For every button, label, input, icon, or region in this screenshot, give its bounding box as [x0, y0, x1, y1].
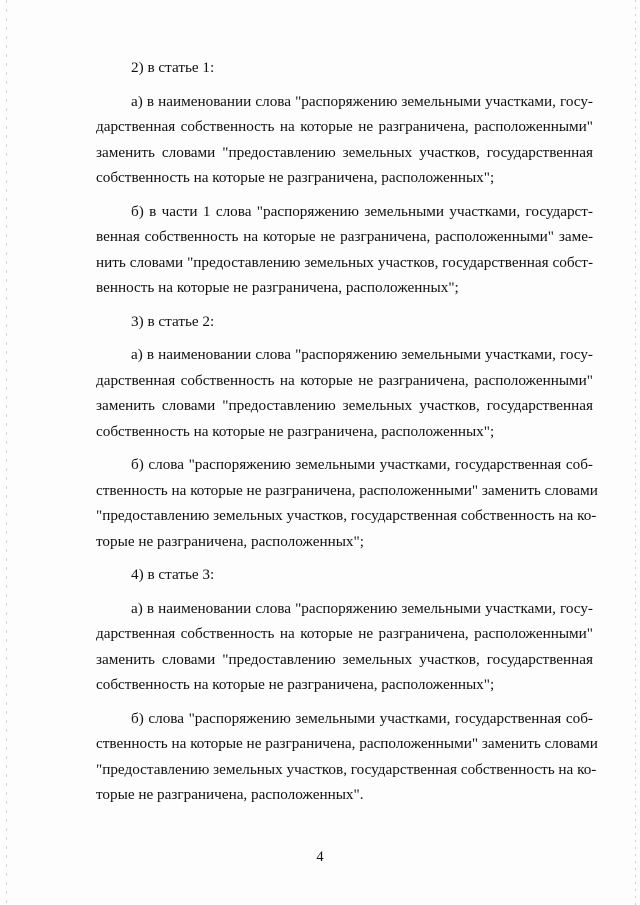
- paragraph-article-3-b: [96, 706, 598, 808]
- text-line: собственность на которые не разграничена, расположенных";: [96, 169, 495, 186]
- text-line: торые не разграничена, расположенных".: [96, 786, 364, 803]
- text-line: ственность на которые не разграничена, расположенными" заменить словами: [96, 735, 598, 752]
- text-line: дарственная собственность на которые не разграничена, расположенными": [96, 625, 593, 642]
- text-line: заменить словами "предоставлению земельных участков, государственная: [96, 143, 593, 161]
- text-line: б) в части 1 слова "распоряжению земельными участками, государст-: [131, 202, 593, 220]
- text-line: заменить словами "предоставлению земельных участков, государственная: [96, 397, 593, 414]
- page-number: 4: [316, 849, 324, 865]
- scan-edge-right: [635, 0, 636, 905]
- text-line: а) в наименовании слова "распоряжению земельными участками, госу-: [131, 346, 593, 363]
- text-line: нить словами "предоставлению земельных участков, государственная собст-: [96, 253, 593, 271]
- paragraph-article-2-heading: [96, 309, 593, 335]
- text-line: дарственная собственность на которые не разграничена, расположенными": [96, 118, 593, 135]
- paragraph-article-2-a: [96, 342, 593, 444]
- paragraph-article-3-heading: [96, 562, 593, 588]
- text-line: венность на которые не разграничена, расположенных";: [96, 279, 459, 296]
- text-line: б) слова "распоряжению земельными участками, государственная соб-: [131, 709, 593, 727]
- text-line: 2) в статье 1:: [131, 59, 215, 76]
- text-line: а) в наименовании слова "распоряжению земельными участками, госу-: [131, 92, 593, 110]
- paragraph-article-2-b: [96, 452, 598, 554]
- paragraph-article-1-b: [96, 199, 593, 301]
- document-body: [96, 55, 598, 808]
- text-line: "предоставлению земельных участков, государственная собственность на ко-: [96, 507, 597, 524]
- text-line: собственность на которые не разграничена, расположенных";: [96, 676, 495, 693]
- text-line: венная собственность на которые не разграничена, расположенными" заме-: [96, 228, 593, 245]
- text-line: 3) в статье 2:: [131, 312, 215, 330]
- text-line: торые не разграничена, расположенных";: [96, 532, 364, 550]
- text-line: 4) в статье 3:: [131, 566, 215, 583]
- text-line: "предоставлению земельных участков, государственная собственность на ко-: [96, 760, 597, 778]
- scan-edge-left: [6, 0, 7, 905]
- paragraph-article-1-a: [96, 89, 593, 191]
- paragraph-article-1-heading: [96, 55, 593, 81]
- text-line: б) слова "распоряжению земельными участками, государственная соб-: [131, 456, 593, 473]
- text-line: заменить словами "предоставлению земельных участков, государственная: [96, 650, 593, 668]
- text-line: собственность на которые не разграничена, расположенных";: [96, 422, 495, 440]
- text-line: ственность на которые не разграничена, расположенными" заменить словами: [96, 481, 598, 499]
- paragraph-article-3-a: [96, 596, 593, 698]
- text-line: а) в наименовании слова "распоряжению земельными участками, госу-: [131, 599, 593, 617]
- text-line: дарственная собственность на которые не разграничена, расположенными": [96, 371, 593, 389]
